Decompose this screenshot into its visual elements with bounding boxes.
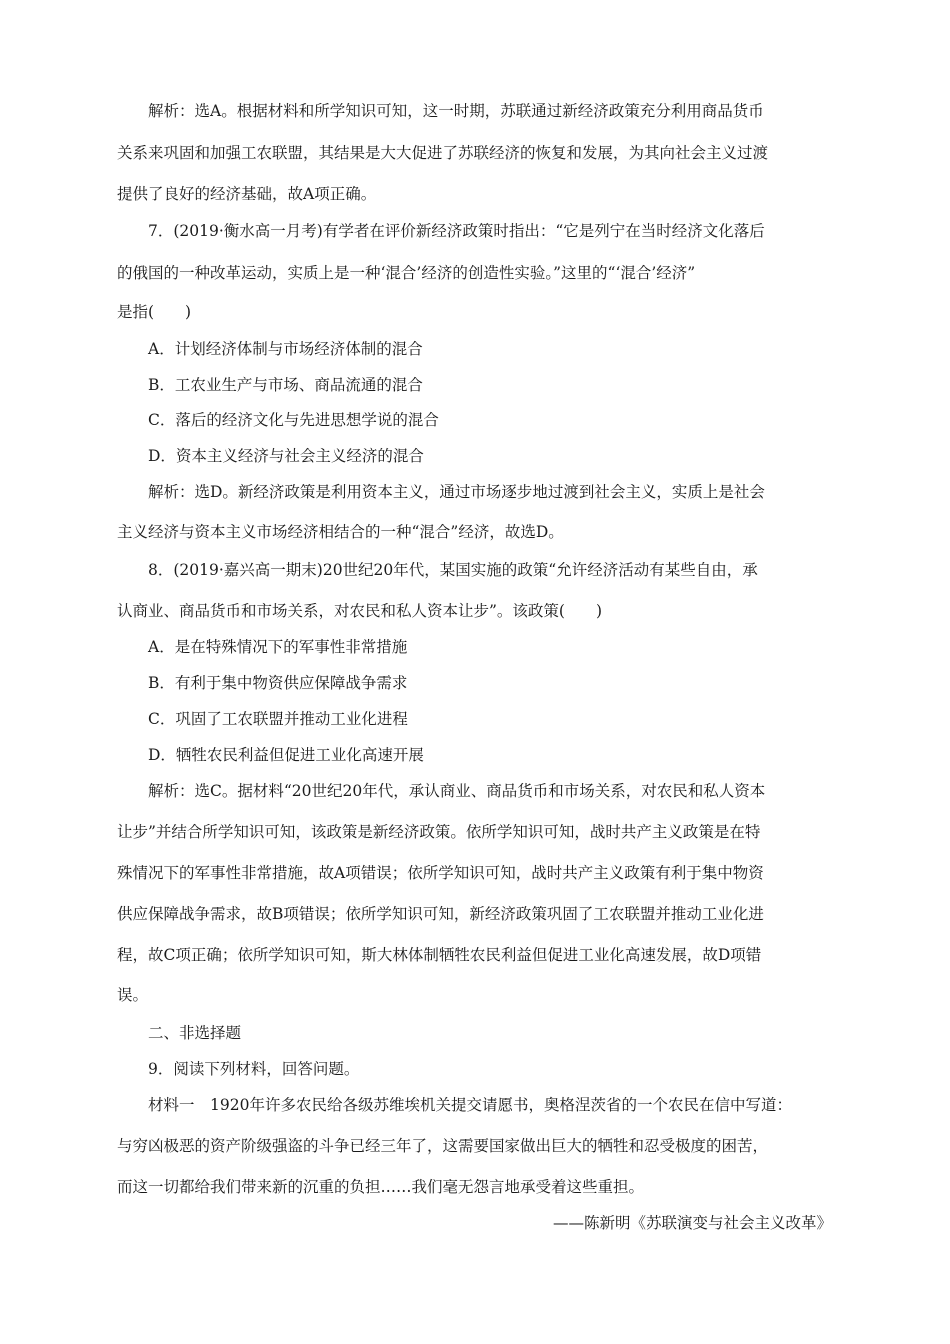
section-heading: 二、非选择题 bbox=[148, 1024, 242, 1042]
q8-stem-line-1: 8．(2019·嘉兴高一期末)20世纪20年代，某国实施的政策“允许经济活动有某些自由，承 bbox=[148, 561, 758, 579]
material1-line-1: 材料一 1920年许多农民给各级苏维埃机关提交请愿书，奥格涅茨省的一个农民在信中写道： bbox=[148, 1096, 792, 1114]
q7-stem-line-3: 是指( ) bbox=[117, 303, 192, 321]
q7-analysis-line-1: 解析：选D。新经济政策是利用资本主义，通过市场逐步地过渡到社会主义，实质上是社会 bbox=[148, 483, 765, 501]
q8-analysis-line-6: 误。 bbox=[117, 986, 149, 1004]
q8-analysis-line-4: 供应保障战争需求，故B项错误；依所学知识可知，新经济政策巩固了工农联盟并推动工业化进 bbox=[117, 905, 764, 923]
q8-analysis-line-2: 让步”并结合所学知识可知，该政策是新经济政策。依所学知识可知，战时共产主义政策是在特 bbox=[117, 823, 761, 841]
q6-analysis-line-1: 解析：选A。根据材料和所学知识可知，这一时期，苏联通过新经济政策充分利用商品货币 bbox=[148, 102, 764, 120]
q8-stem-line-2: 认商业、商品货币和市场关系，对农民和私人资本让步”。该政策( ) bbox=[117, 602, 603, 620]
q7-option-a: A．计划经济体制与市场经济体制的混合 bbox=[148, 340, 423, 358]
q7-option-d: D．资本主义经济与社会主义经济的混合 bbox=[148, 447, 424, 465]
q8-option-b: B．有利于集中物资供应保障战争需求 bbox=[148, 674, 408, 692]
q7-stem-line-1: 7．(2019·衡水高一月考)有学者在评价新经济政策时指出：“它是列宁在当时经济文化落后 bbox=[148, 222, 765, 240]
q7-analysis-line-2: 主义经济与资本主义市场经济相结合的一种“混合”经济，故选D。 bbox=[117, 523, 564, 541]
q8-analysis-line-1: 解析：选C。据材料“20世纪20年代，承认商业、商品货币和市场关系，对农民和私人资本 bbox=[148, 782, 766, 800]
q8-analysis-line-5: 程，故C项正确；依所学知识可知，斯大林体制牺牲农民利益但促进工业化高速发展，故D项错 bbox=[117, 946, 762, 964]
q7-option-c: C．落后的经济文化与先进思想学说的混合 bbox=[148, 411, 439, 429]
q8-option-a: A．是在特殊情况下的军事性非常措施 bbox=[148, 638, 408, 656]
q7-stem-line-2: 的俄国的一种改革运动，实质上是一种‘混合’经济的创造性实验。”这里的“‘混合’经济” bbox=[117, 264, 696, 282]
q6-analysis-line-2: 关系来巩固和加强工农联盟，其结果是大大促进了苏联经济的恢复和发展，为其向社会主义过渡 bbox=[117, 144, 769, 162]
q6-analysis-line-3: 提供了良好的经济基础，故A项正确。 bbox=[117, 185, 377, 203]
material1-line-2: 与穷凶极恶的资产阶级强盗的斗争已经三年了，这需要国家做出巨大的牺牲和忍受极度的困苦， bbox=[117, 1137, 769, 1155]
q7-option-b: B．工农业生产与市场、商品流通的混合 bbox=[148, 376, 423, 394]
q8-analysis-line-3: 殊情况下的军事性非常措施，故A项错误；依所学知识可知，战时共产主义政策有利于集中物资 bbox=[117, 864, 764, 882]
q9-stem: 9．阅读下列材料，回答问题。 bbox=[148, 1060, 360, 1078]
q8-option-c: C．巩固了工农联盟并推动工业化进程 bbox=[148, 710, 408, 728]
material1-source: ——陈新明《苏联演变与社会主义改革》 bbox=[552, 1214, 832, 1232]
material1-line-3: 而这一切都给我们带来新的沉重的负担……我们毫无怨言地承受着这些重担。 bbox=[117, 1178, 645, 1196]
q8-option-d: D．牺牲农民利益但促进工业化高速开展 bbox=[148, 746, 424, 764]
